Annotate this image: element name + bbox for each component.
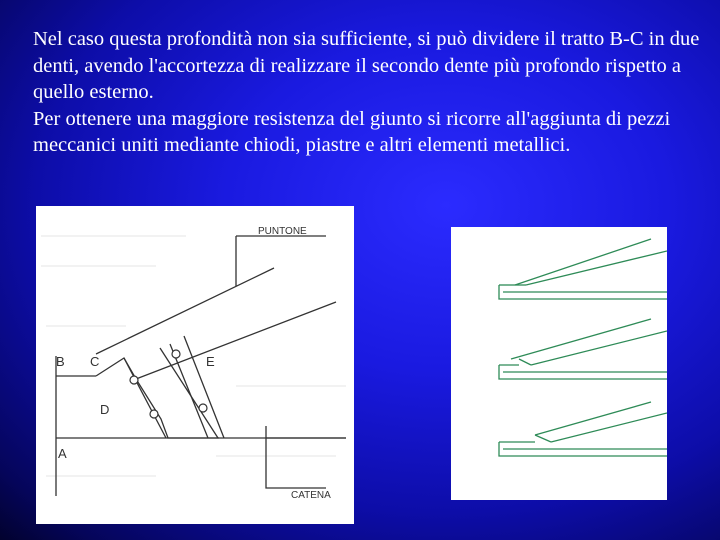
label-catena: CATENA [291, 490, 331, 501]
slide-text [33, 26, 703, 159]
paragraph-1: Nel caso questa profondità non sia sufficiente, si può dividere il tratto B-C in due denti, avendo l'accortezza di realizzare il secondo dente più profondo rispetto a quello esterno. [33, 28, 700, 103]
label-puntone: PUNTONE [258, 226, 307, 237]
label-b: B [56, 354, 65, 369]
label-c: C [90, 354, 100, 369]
label-a: A [58, 446, 67, 461]
paragraph-2: Per ottenere una maggiore resistenza del giunto si ricorre all'aggiunta di pezzi meccanici uniti mediante chiodi, piastre e altri elementi metallici. [33, 107, 671, 156]
label-e: E [206, 354, 215, 369]
label-d: D [100, 402, 110, 417]
joint-variants-figure [451, 227, 667, 500]
joint-diagram-double-tooth [36, 206, 354, 524]
